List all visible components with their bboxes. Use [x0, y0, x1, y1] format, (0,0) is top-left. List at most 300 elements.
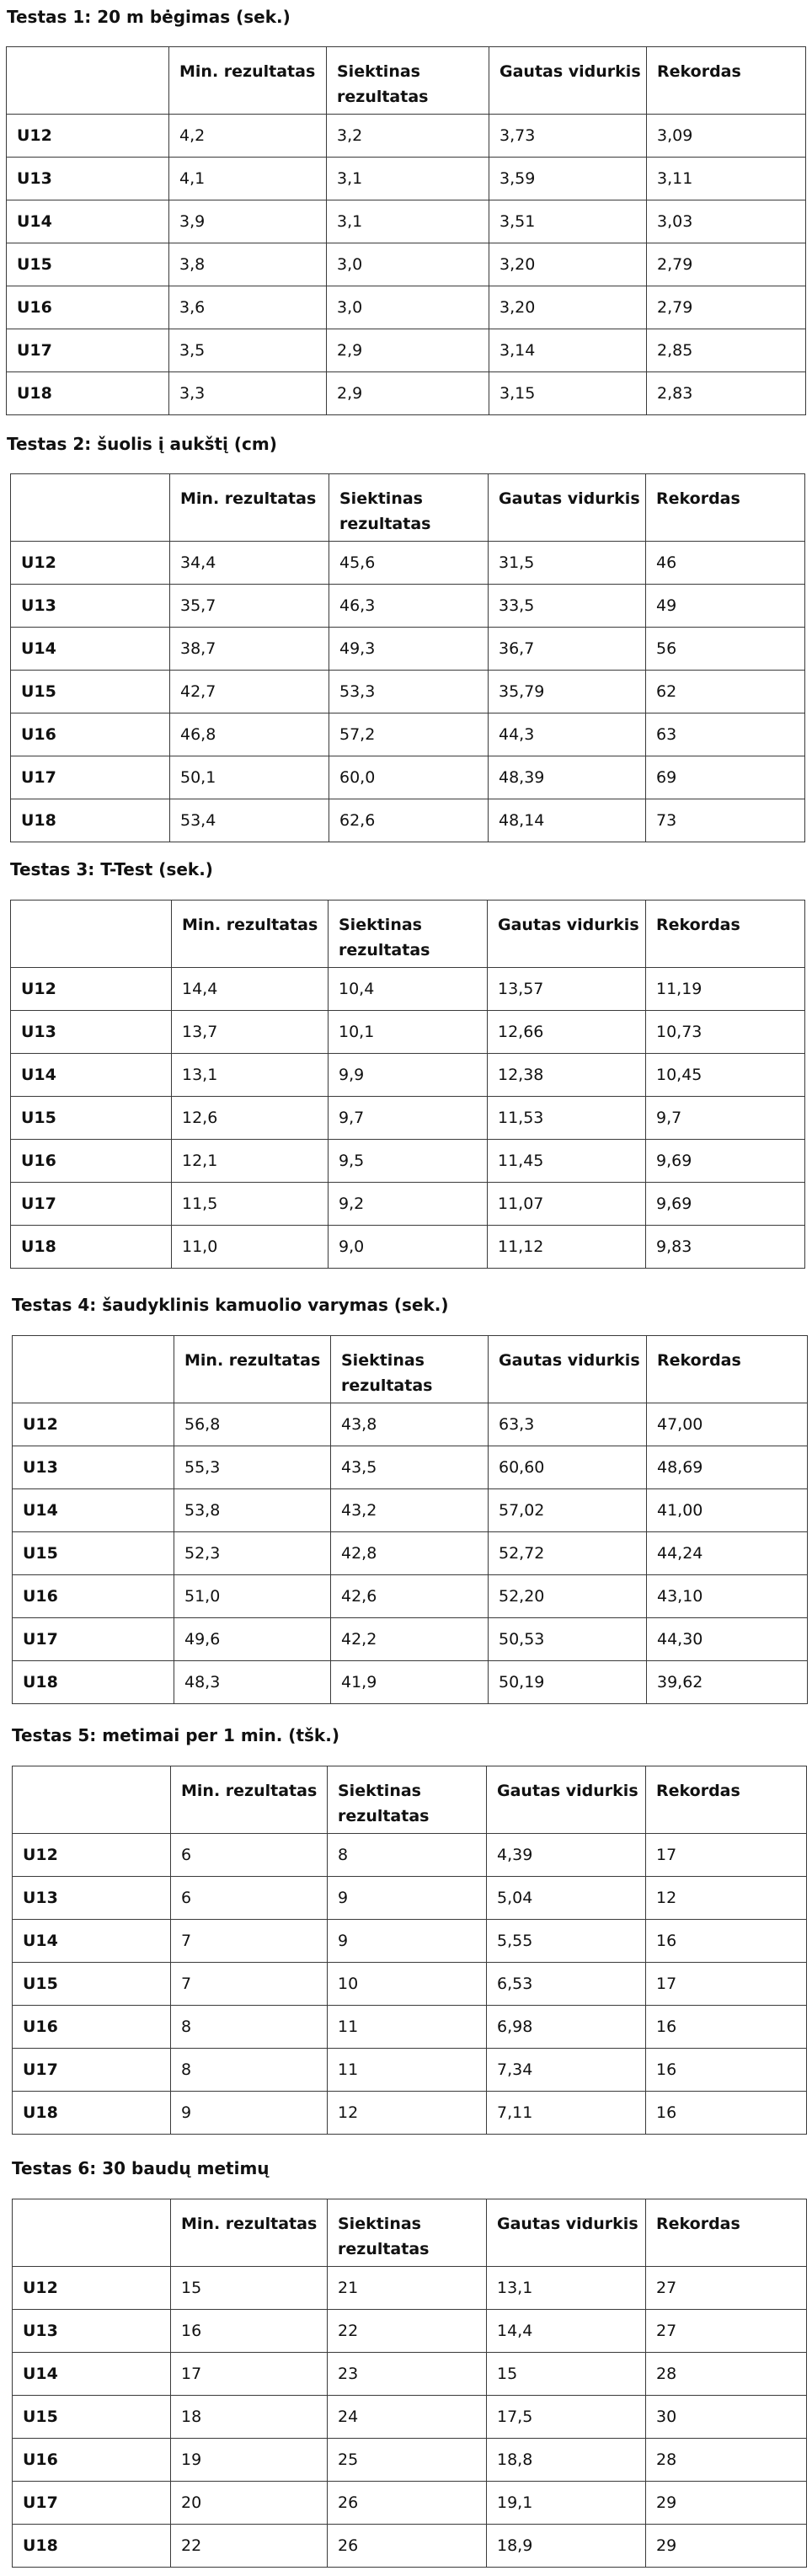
- target-cell: 11: [328, 2049, 487, 2092]
- table-row: [7, 158, 806, 200]
- age-group-cell: U13: [13, 1877, 171, 1920]
- column-header-record: Rekordas: [646, 901, 805, 968]
- target-cell: 23: [328, 2353, 487, 2396]
- table-row: [13, 1446, 808, 1489]
- average-cell: 19,1: [487, 2482, 646, 2525]
- age-group-cell: U18: [11, 1226, 172, 1269]
- min-cell: 20: [171, 2482, 328, 2525]
- test-1-title: Testas 1: 20 m bėgimas (sek.): [7, 7, 291, 27]
- min-cell: 12,1: [172, 1140, 329, 1183]
- min-cell: 6: [171, 1877, 328, 1920]
- column-header-average: Gautas vidurkis: [489, 1336, 647, 1403]
- column-header-group: [11, 901, 172, 968]
- record-cell: 28: [646, 2439, 807, 2482]
- record-cell: 48,69: [647, 1446, 808, 1489]
- table-body: [13, 1834, 807, 2135]
- table-row: [11, 799, 805, 842]
- min-cell: 38,7: [170, 628, 329, 671]
- target-cell: 3,0: [327, 286, 489, 329]
- target-cell: 62,6: [329, 799, 489, 842]
- table-header: [7, 47, 806, 115]
- column-header-record: Rekordas: [646, 474, 805, 542]
- min-cell: 52,3: [174, 1532, 331, 1575]
- target-cell: 9,0: [329, 1226, 488, 1269]
- header-row: [13, 2199, 807, 2267]
- average-cell: 4,39: [487, 1834, 646, 1877]
- min-cell: 4,1: [169, 158, 327, 200]
- column-header-target: Siektinas rezultatas: [328, 2199, 487, 2267]
- age-group-cell: U17: [11, 756, 170, 799]
- min-cell: 17: [171, 2353, 328, 2396]
- table-body: [13, 2267, 807, 2568]
- age-group-cell: U15: [11, 1097, 172, 1140]
- table-row: [13, 1403, 808, 1446]
- age-group-cell: U16: [11, 1140, 172, 1183]
- min-cell: 49,6: [174, 1618, 331, 1661]
- age-group-cell: U17: [13, 1618, 174, 1661]
- age-group-cell: U18: [13, 1661, 174, 1704]
- column-header-record: Rekordas: [646, 1766, 807, 1834]
- table-row: [13, 2310, 807, 2353]
- target-cell: 57,2: [329, 713, 489, 756]
- test-2-title: Testas 2: šuolis į aukštį (cm): [7, 434, 277, 454]
- test-2-table: [10, 473, 805, 842]
- average-cell: 36,7: [489, 628, 646, 671]
- column-header-group: [11, 474, 170, 542]
- table-row: [11, 585, 805, 628]
- average-cell: 50,53: [489, 1618, 647, 1661]
- record-cell: 28: [646, 2353, 807, 2396]
- record-cell: 9,83: [646, 1226, 805, 1269]
- column-header-group: [13, 2199, 171, 2267]
- age-group-cell: U15: [13, 1963, 171, 2006]
- min-cell: 48,3: [174, 1661, 331, 1704]
- average-cell: 12,38: [488, 1054, 646, 1097]
- table-row: [7, 200, 806, 243]
- target-cell: 25: [328, 2439, 487, 2482]
- average-cell: 3,59: [489, 158, 647, 200]
- target-cell: 53,3: [329, 671, 489, 713]
- min-cell: 42,7: [170, 671, 329, 713]
- average-cell: 35,79: [489, 671, 646, 713]
- min-cell: 53,8: [174, 1489, 331, 1532]
- table-row: [13, 1877, 807, 1920]
- average-cell: 13,57: [488, 968, 646, 1011]
- age-group-cell: U14: [13, 1489, 174, 1532]
- table-row: [11, 1140, 805, 1183]
- test-4-title: Testas 4: šaudyklinis kamuolio varymas (sek.): [12, 1295, 449, 1315]
- age-group-cell: U12: [13, 2267, 171, 2310]
- average-cell: 44,3: [489, 713, 646, 756]
- average-cell: 17,5: [487, 2396, 646, 2439]
- age-group-cell: U13: [11, 585, 170, 628]
- min-cell: 46,8: [170, 713, 329, 756]
- average-cell: 57,02: [489, 1489, 647, 1532]
- average-cell: 6,98: [487, 2006, 646, 2049]
- average-cell: 14,4: [487, 2310, 646, 2353]
- age-group-cell: U15: [7, 243, 169, 286]
- target-cell: 9: [328, 1877, 487, 1920]
- age-group-cell: U13: [7, 158, 169, 200]
- target-cell: 9,5: [329, 1140, 488, 1183]
- record-cell: 10,73: [646, 1011, 805, 1054]
- record-cell: 16: [646, 2006, 807, 2049]
- column-header-min: Min. rezultatas: [170, 474, 329, 542]
- min-cell: 56,8: [174, 1403, 331, 1446]
- age-group-cell: U16: [7, 286, 169, 329]
- test-3-table: [10, 900, 805, 1269]
- min-cell: 7: [171, 1920, 328, 1963]
- record-cell: 69: [646, 756, 805, 799]
- column-header-group: [7, 47, 169, 115]
- average-cell: 3,20: [489, 286, 647, 329]
- record-cell: 9,7: [646, 1097, 805, 1140]
- target-cell: 3,1: [327, 158, 489, 200]
- min-cell: 16: [171, 2310, 328, 2353]
- test-1-table: [6, 46, 806, 415]
- record-cell: 29: [646, 2525, 807, 2568]
- record-cell: 27: [646, 2267, 807, 2310]
- average-cell: 5,04: [487, 1877, 646, 1920]
- age-group-cell: U14: [11, 1054, 172, 1097]
- average-cell: 18,9: [487, 2525, 646, 2568]
- min-cell: 3,3: [169, 372, 327, 415]
- table-row: [11, 1011, 805, 1054]
- target-cell: 42,8: [331, 1532, 489, 1575]
- min-cell: 3,9: [169, 200, 327, 243]
- target-cell: 3,1: [327, 200, 489, 243]
- age-group-cell: U16: [13, 2439, 171, 2482]
- min-cell: 13,7: [172, 1011, 329, 1054]
- record-cell: 56: [646, 628, 805, 671]
- record-cell: 9,69: [646, 1140, 805, 1183]
- column-header-min: Min. rezultatas: [174, 1336, 331, 1403]
- min-cell: 8: [171, 2006, 328, 2049]
- min-cell: 50,1: [170, 756, 329, 799]
- table-header: [13, 1336, 808, 1403]
- average-cell: 48,39: [489, 756, 646, 799]
- record-cell: 17: [646, 1963, 807, 2006]
- table-row: [13, 1963, 807, 2006]
- record-cell: 12: [646, 1877, 807, 1920]
- record-cell: 62: [646, 671, 805, 713]
- table-header: [13, 1766, 807, 1834]
- target-cell: 43,2: [331, 1489, 489, 1532]
- record-cell: 10,45: [646, 1054, 805, 1097]
- average-cell: 52,20: [489, 1575, 647, 1618]
- column-header-record: Rekordas: [647, 1336, 808, 1403]
- min-cell: 12,6: [172, 1097, 329, 1140]
- age-group-cell: U12: [11, 968, 172, 1011]
- target-cell: 24: [328, 2396, 487, 2439]
- table-row: [13, 1834, 807, 1877]
- test-3-title: Testas 3: T-Test (sek.): [10, 859, 213, 879]
- record-cell: 17: [646, 1834, 807, 1877]
- target-cell: 10: [328, 1963, 487, 2006]
- average-cell: 52,72: [489, 1532, 647, 1575]
- average-cell: 11,12: [488, 1226, 646, 1269]
- test-6-table: [12, 2199, 807, 2568]
- target-cell: 9,9: [329, 1054, 488, 1097]
- table-row: [13, 1618, 808, 1661]
- column-header-target: Siektinas rezultatas: [327, 47, 489, 115]
- test-5-table: [12, 1766, 807, 2135]
- column-header-average: Gautas vidurkis: [487, 2199, 646, 2267]
- table-row: [13, 2006, 807, 2049]
- age-group-cell: U16: [13, 2006, 171, 2049]
- min-cell: 8: [171, 2049, 328, 2092]
- table-header: [11, 901, 805, 968]
- table-row: [13, 2525, 807, 2568]
- min-cell: 53,4: [170, 799, 329, 842]
- record-cell: 46: [646, 542, 805, 585]
- age-group-cell: U16: [13, 1575, 174, 1618]
- target-cell: 49,3: [329, 628, 489, 671]
- column-header-target: Siektinas rezultatas: [329, 901, 488, 968]
- table-header: [13, 2199, 807, 2267]
- record-cell: 27: [646, 2310, 807, 2353]
- record-cell: 2,83: [647, 372, 806, 415]
- record-cell: 44,24: [647, 1532, 808, 1575]
- column-header-target: Siektinas rezultatas: [331, 1336, 489, 1403]
- record-cell: 49: [646, 585, 805, 628]
- min-cell: 55,3: [174, 1446, 331, 1489]
- age-group-cell: U12: [13, 1403, 174, 1446]
- header-row: [13, 1766, 807, 1834]
- age-group-cell: U17: [11, 1183, 172, 1226]
- test-4-table: [12, 1335, 808, 1704]
- target-cell: 11: [328, 2006, 487, 2049]
- average-cell: 5,55: [487, 1920, 646, 1963]
- target-cell: 12: [328, 2092, 487, 2135]
- header-row: [11, 901, 805, 968]
- age-group-cell: U17: [13, 2482, 171, 2525]
- age-group-cell: U14: [7, 200, 169, 243]
- min-cell: 34,4: [170, 542, 329, 585]
- min-cell: 11,5: [172, 1183, 329, 1226]
- column-header-target: Siektinas rezultatas: [328, 1766, 487, 1834]
- age-group-cell: U14: [13, 2353, 171, 2396]
- record-cell: 63: [646, 713, 805, 756]
- table-body: [11, 542, 805, 842]
- column-header-target: Siektinas rezultatas: [329, 474, 489, 542]
- record-cell: 3,11: [647, 158, 806, 200]
- average-cell: 12,66: [488, 1011, 646, 1054]
- min-cell: 9: [171, 2092, 328, 2135]
- average-cell: 31,5: [489, 542, 646, 585]
- target-cell: 26: [328, 2525, 487, 2568]
- record-cell: 41,00: [647, 1489, 808, 1532]
- table-row: [13, 2267, 807, 2310]
- age-group-cell: U12: [11, 542, 170, 585]
- table-header: [11, 474, 805, 542]
- column-header-average: Gautas vidurkis: [489, 47, 647, 115]
- target-cell: 10,1: [329, 1011, 488, 1054]
- table-row: [13, 2482, 807, 2525]
- average-cell: 50,19: [489, 1661, 647, 1704]
- target-cell: 46,3: [329, 585, 489, 628]
- age-group-cell: U12: [7, 115, 169, 158]
- min-cell: 18: [171, 2396, 328, 2439]
- age-group-cell: U14: [11, 628, 170, 671]
- record-cell: 44,30: [647, 1618, 808, 1661]
- column-header-average: Gautas vidurkis: [487, 1766, 646, 1834]
- min-cell: 6: [171, 1834, 328, 1877]
- age-group-cell: U12: [13, 1834, 171, 1877]
- table-row: [13, 1661, 808, 1704]
- target-cell: 9,2: [329, 1183, 488, 1226]
- target-cell: 42,6: [331, 1575, 489, 1618]
- record-cell: 2,79: [647, 286, 806, 329]
- column-header-average: Gautas vidurkis: [489, 474, 646, 542]
- table-row: [13, 1532, 808, 1575]
- average-cell: 3,73: [489, 115, 647, 158]
- table-row: [13, 1489, 808, 1532]
- record-cell: 29: [646, 2482, 807, 2525]
- record-cell: 73: [646, 799, 805, 842]
- average-cell: 3,14: [489, 329, 647, 372]
- min-cell: 35,7: [170, 585, 329, 628]
- column-header-record: Rekordas: [647, 47, 806, 115]
- column-header-group: [13, 1336, 174, 1403]
- column-header-group: [13, 1766, 171, 1834]
- record-cell: 47,00: [647, 1403, 808, 1446]
- min-cell: 3,6: [169, 286, 327, 329]
- average-cell: 13,1: [487, 2267, 646, 2310]
- test-5-title: Testas 5: metimai per 1 min. (tšk.): [12, 1725, 339, 1745]
- record-cell: 3,03: [647, 200, 806, 243]
- column-header-min: Min. rezultatas: [171, 2199, 328, 2267]
- target-cell: 9: [328, 1920, 487, 1963]
- header-row: [11, 474, 805, 542]
- average-cell: 3,20: [489, 243, 647, 286]
- header-row: [13, 1336, 808, 1403]
- table-row: [7, 329, 806, 372]
- average-cell: 33,5: [489, 585, 646, 628]
- min-cell: 7: [171, 1963, 328, 2006]
- age-group-cell: U18: [11, 799, 170, 842]
- record-cell: 39,62: [647, 1661, 808, 1704]
- target-cell: 43,8: [331, 1403, 489, 1446]
- average-cell: 11,53: [488, 1097, 646, 1140]
- record-cell: 2,85: [647, 329, 806, 372]
- table-body: [13, 1403, 808, 1704]
- age-group-cell: U15: [13, 1532, 174, 1575]
- average-cell: 63,3: [489, 1403, 647, 1446]
- target-cell: 3,0: [327, 243, 489, 286]
- column-header-min: Min. rezultatas: [169, 47, 327, 115]
- record-cell: 16: [646, 1920, 807, 1963]
- age-group-cell: U15: [13, 2396, 171, 2439]
- age-group-cell: U13: [13, 2310, 171, 2353]
- table-row: [13, 2049, 807, 2092]
- min-cell: 14,4: [172, 968, 329, 1011]
- age-group-cell: U16: [11, 713, 170, 756]
- average-cell: 18,8: [487, 2439, 646, 2482]
- table-row: [11, 968, 805, 1011]
- table-row: [11, 1097, 805, 1140]
- min-cell: 3,5: [169, 329, 327, 372]
- target-cell: 10,4: [329, 968, 488, 1011]
- average-cell: 7,34: [487, 2049, 646, 2092]
- column-header-record: Rekordas: [646, 2199, 807, 2267]
- min-cell: 13,1: [172, 1054, 329, 1097]
- record-cell: 16: [646, 2049, 807, 2092]
- table-row: [11, 542, 805, 585]
- test-6-title: Testas 6: 30 baudų metimų: [12, 2158, 270, 2178]
- table-body: [11, 968, 805, 1269]
- table-row: [11, 1054, 805, 1097]
- average-cell: 60,60: [489, 1446, 647, 1489]
- age-group-cell: U18: [13, 2525, 171, 2568]
- table-row: [7, 243, 806, 286]
- average-cell: 7,11: [487, 2092, 646, 2135]
- target-cell: 43,5: [331, 1446, 489, 1489]
- column-header-min: Min. rezultatas: [172, 901, 329, 968]
- table-row: [13, 1920, 807, 1963]
- record-cell: 11,19: [646, 968, 805, 1011]
- record-cell: 2,79: [647, 243, 806, 286]
- target-cell: 3,2: [327, 115, 489, 158]
- min-cell: 15: [171, 2267, 328, 2310]
- target-cell: 22: [328, 2310, 487, 2353]
- age-group-cell: U14: [13, 1920, 171, 1963]
- table-row: [13, 2439, 807, 2482]
- column-header-average: Gautas vidurkis: [488, 901, 646, 968]
- target-cell: 45,6: [329, 542, 489, 585]
- table-row: [13, 2092, 807, 2135]
- average-cell: 48,14: [489, 799, 646, 842]
- average-cell: 3,51: [489, 200, 647, 243]
- table-row: [11, 671, 805, 713]
- age-group-cell: U13: [11, 1011, 172, 1054]
- record-cell: 30: [646, 2396, 807, 2439]
- target-cell: 21: [328, 2267, 487, 2310]
- age-group-cell: U18: [7, 372, 169, 415]
- target-cell: 8: [328, 1834, 487, 1877]
- table-row: [7, 372, 806, 415]
- table-row: [13, 2353, 807, 2396]
- table-row: [11, 713, 805, 756]
- average-cell: 11,45: [488, 1140, 646, 1183]
- record-cell: 16: [646, 2092, 807, 2135]
- min-cell: 4,2: [169, 115, 327, 158]
- age-group-cell: U15: [11, 671, 170, 713]
- min-cell: 11,0: [172, 1226, 329, 1269]
- min-cell: 51,0: [174, 1575, 331, 1618]
- min-cell: 19: [171, 2439, 328, 2482]
- record-cell: 9,69: [646, 1183, 805, 1226]
- age-group-cell: U13: [13, 1446, 174, 1489]
- average-cell: 15: [487, 2353, 646, 2396]
- column-header-min: Min. rezultatas: [171, 1766, 328, 1834]
- target-cell: 41,9: [331, 1661, 489, 1704]
- min-cell: 3,8: [169, 243, 327, 286]
- age-group-cell: U17: [13, 2049, 171, 2092]
- target-cell: 2,9: [327, 372, 489, 415]
- header-row: [7, 47, 806, 115]
- table-row: [11, 628, 805, 671]
- table-body: [7, 115, 806, 415]
- table-row: [13, 2396, 807, 2439]
- age-group-cell: U17: [7, 329, 169, 372]
- average-cell: 6,53: [487, 1963, 646, 2006]
- age-group-cell: U18: [13, 2092, 171, 2135]
- target-cell: 9,7: [329, 1097, 488, 1140]
- table-row: [11, 756, 805, 799]
- record-cell: 43,10: [647, 1575, 808, 1618]
- record-cell: 3,09: [647, 115, 806, 158]
